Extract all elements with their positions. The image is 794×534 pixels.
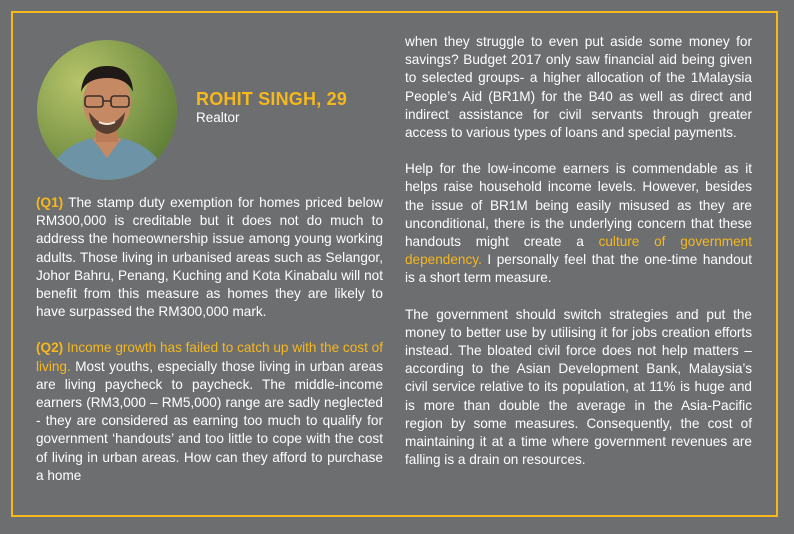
- person-name: ROHIT SINGH, 29: [196, 89, 348, 109]
- profile-photo: [37, 40, 177, 180]
- person-occupation: Realtor: [196, 110, 240, 125]
- q2-continued: when they struggle to even put aside some money for savings? Budget 2017 only saw financial aid being given to selected groups- a higher allocation of the 1Malaysia People’s Aid (BR1M) for the B40 as well as direct and indirect assistance for civil servants through greater access to various types of loans and special payments.: [405, 34, 752, 141]
- para3-highlight: culture of government dependency.: [405, 234, 753, 268]
- left-column: [36, 194, 383, 485]
- para3-text-before: Help for the low-income earners is commendable as it helps raise household income levels. However, besides the issue of BR1M being easily misused as they are unconditional, there is the underlying concern that these handouts might create a: [405, 161, 752, 250]
- right-column: [405, 33, 752, 469]
- q2-text: Most youths, especially those living in urban areas are living paycheck to paycheck. The middle-income earners (RM3,000 – RM5,000) range are sadly neglected - they are considered as earning too much to qualify for government ‘handouts’ and too little to cope with the cost of living in urban areas. How can they afford to purchase a home: [36, 358, 383, 483]
- q1-text: The stamp duty exemption for homes priced below RM300,000 is creditable but it does not do much to address the homeownership issue among young working adults. Those living in urbanised areas such as Selangor, Johor Bahru, Penang, Kuching and Kota Kinabalu will not benefit from this measure as homes they are likely to have surpassed the RM300,000 mark.: [36, 195, 383, 320]
- paragraph-3: [405, 160, 752, 287]
- answer-q2: [36, 339, 383, 485]
- answer-q1: [36, 194, 383, 321]
- q2-label: (Q2): [36, 340, 64, 356]
- paragraph-4: The government should switch strategies and put the money to better use by utilising it for jobs creation efforts instead. The bloated civil force does not help matters – according to the Asian Development Bank, Malaysia’s civil service relative to its population, at 11% is huge and is more than double the average in the Asia-Pacific region by some measures. Consequently, the cost of maintaining it at a time where government revenues are falling is a drain on resources.: [405, 306, 752, 468]
- portrait-image: [37, 40, 177, 180]
- q2-highlight: Income growth has failed to catch up with the cost of living.: [36, 340, 383, 374]
- para3-text-after: I personally feel that the one-time handout is a short term measure.: [405, 252, 752, 286]
- q1-label: (Q1): [36, 195, 64, 210]
